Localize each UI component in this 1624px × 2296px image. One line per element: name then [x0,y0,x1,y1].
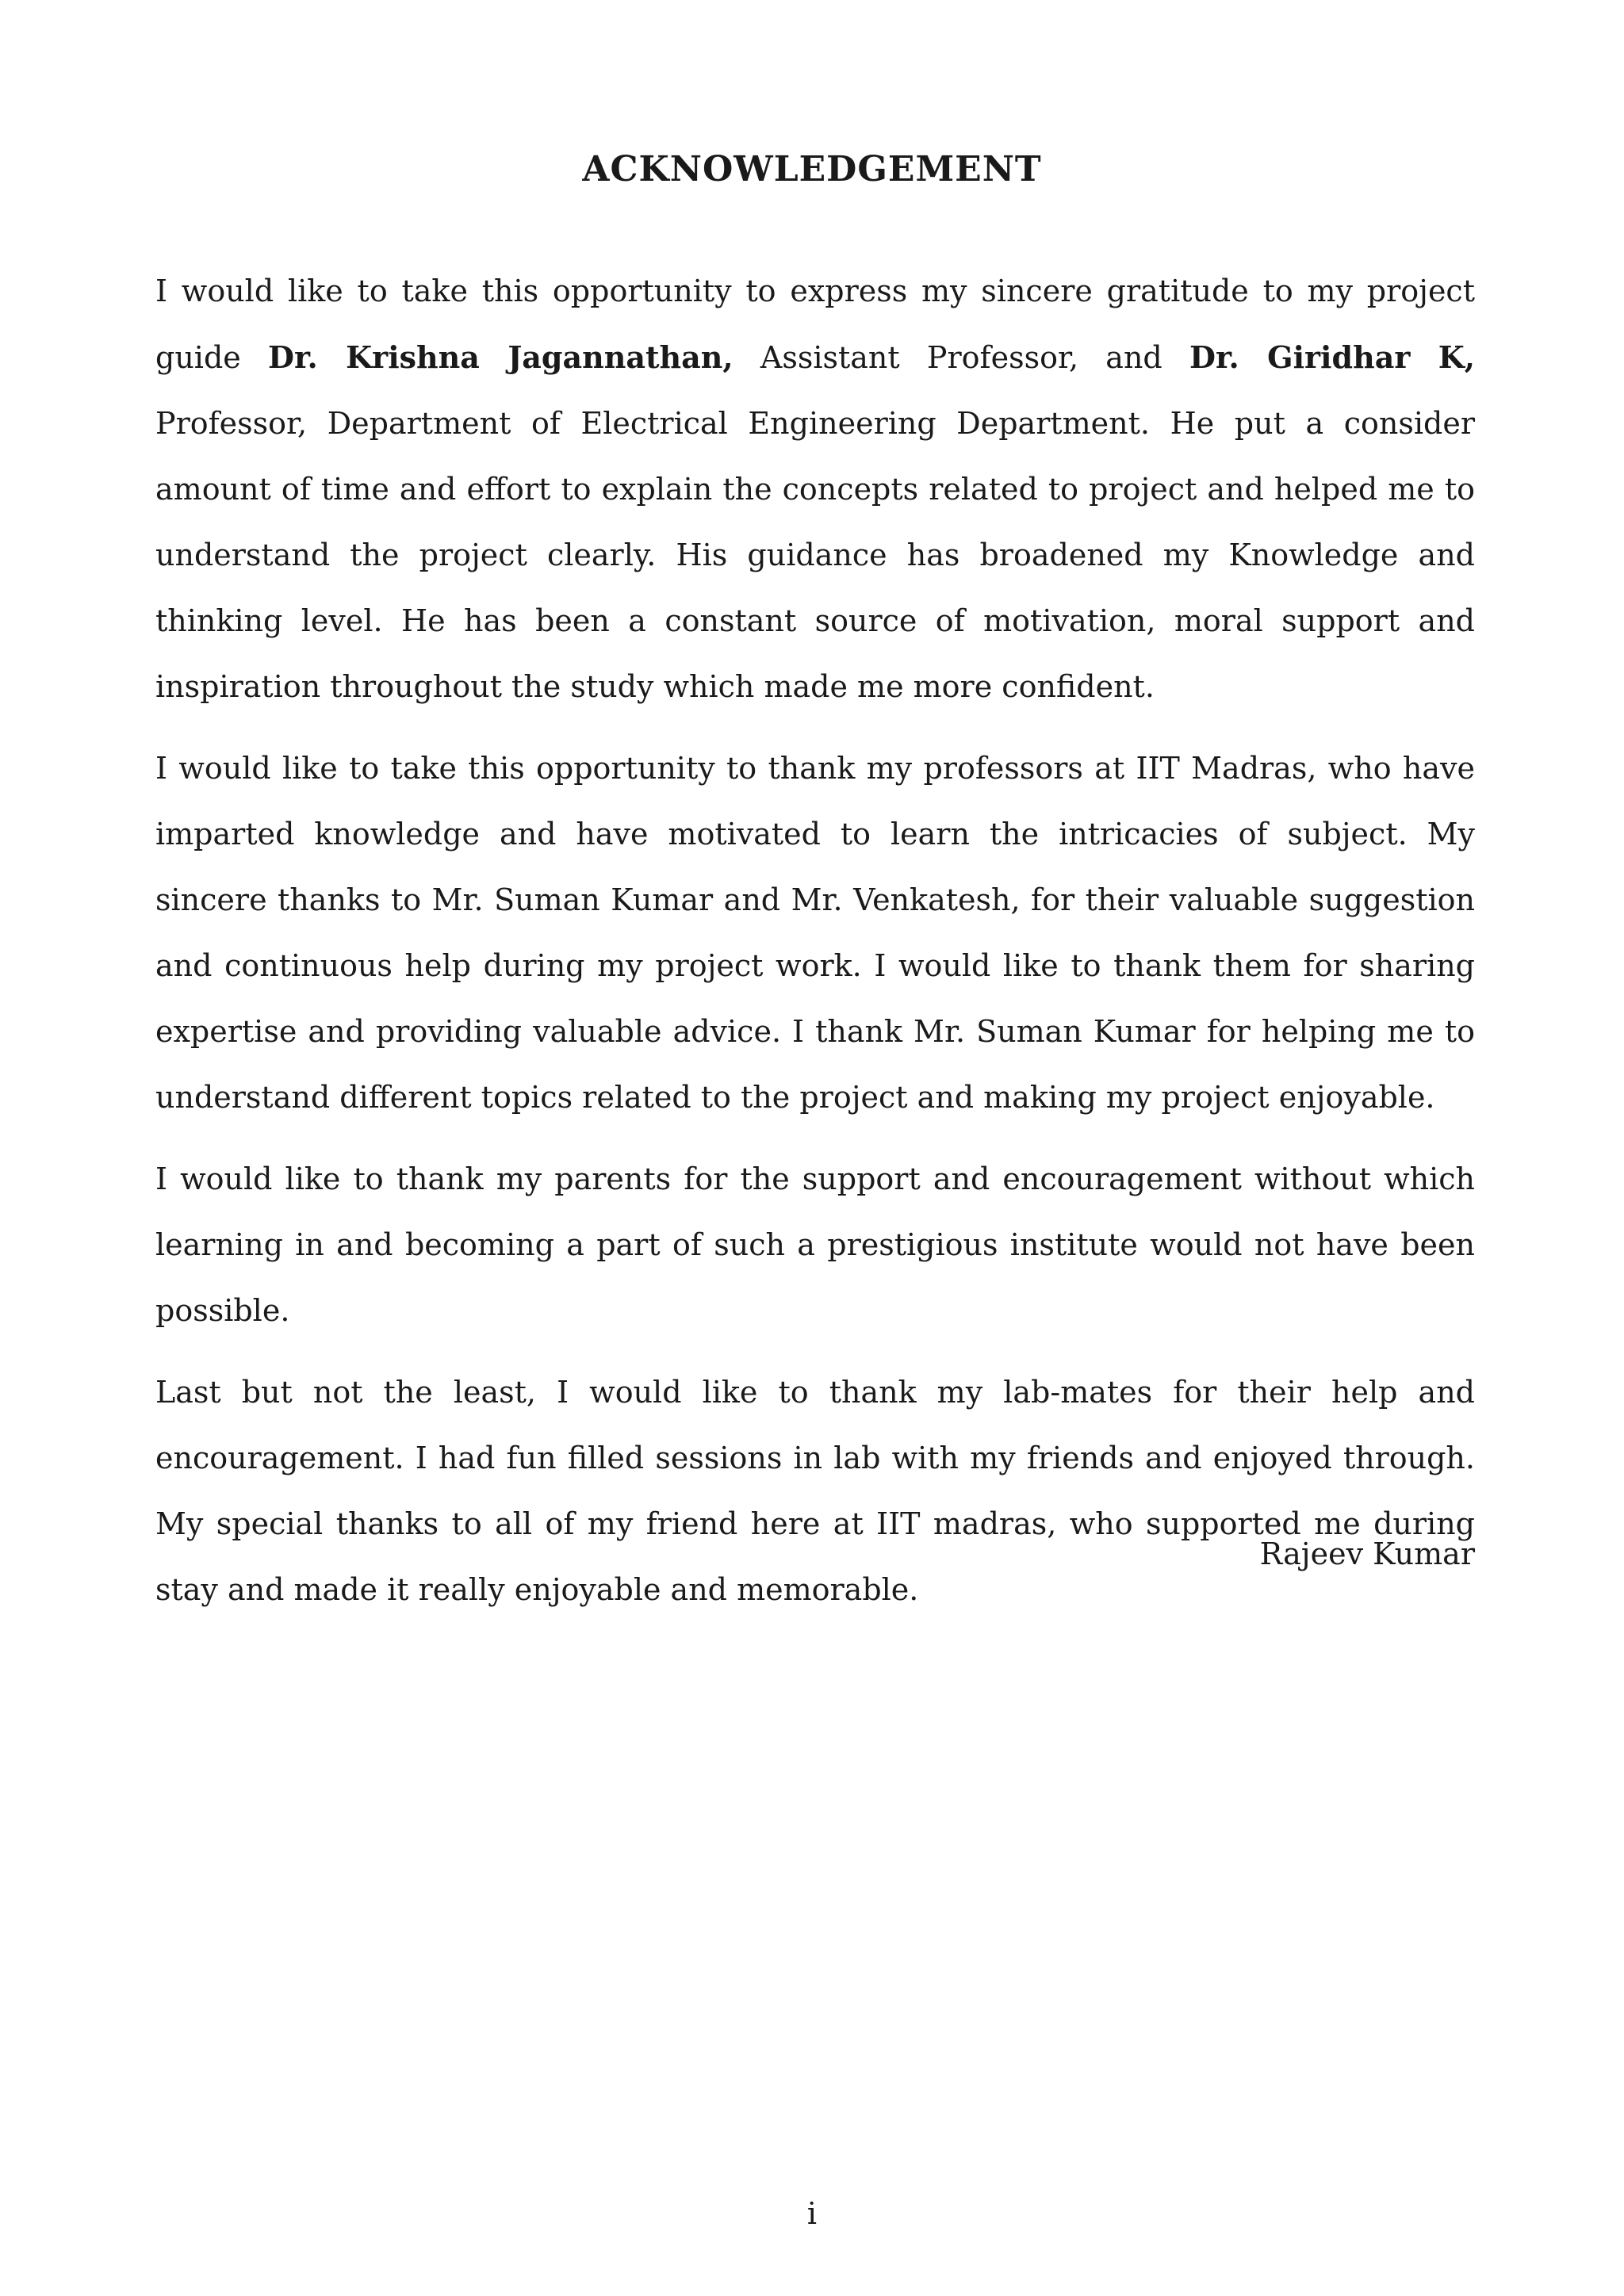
paragraph-text: Professor, Department of Electrical Engineering Department. He put a consider amount of time and effort to explain the concepts related to project and helped me to understand the project clearly. His guidance has broadened my Knowledge and thinking level. He has been a constant source of motivation, moral support and inspiration throughout the study which made me more confident. [155,406,1475,704]
paragraph-text: Assistant Professor, and [733,340,1190,375]
paragraph-professors: I would like to take this opportunity to thank my professors at IIT Madras, who have imparted knowledge and have motivated to learn the intricacies of subject. My sincere thanks to Mr. Suman Kumar and Mr. Venkatesh, for their valuable suggestion and continuous help during my project work. I would like to thank them for sharing expertise and providing valuable advice. I thank Mr. Suman Kumar for helping me to understand different topics related to the project and making my project enjoyable. [155,751,1475,1115]
paragraph-text: I would like to take this opportunity to express my sincere gratitude to my project guide [155,274,1475,375]
guide-name: Dr. Krishna Jagannathan, [268,339,733,375]
guide-name: Dr. Giridhar K, [1189,339,1476,375]
page-title: ACKNOWLEDGEMENT [582,149,1042,189]
paragraph-labmates: Last but not the least, I would like to thank my lab-mates for their help and encouragement. I had fun filled sessions in lab with my friends and enjoyed through. My special thanks to all of my friend here at IIT madras, who supported me during stay and made it really enjoyable and memorable. [155,1375,1475,1607]
paragraph-guides [155,258,1475,720]
acknowledgement-body [155,258,1475,1639]
author-signature: Rajeev Kumar [1259,1536,1475,1571]
page-number: i [806,2196,818,2231]
paragraph-parents: I would like to thank my parents for the support and encouragement without which learning in and becoming a part of such a prestigious institute would not have been possible. [155,1161,1475,1328]
